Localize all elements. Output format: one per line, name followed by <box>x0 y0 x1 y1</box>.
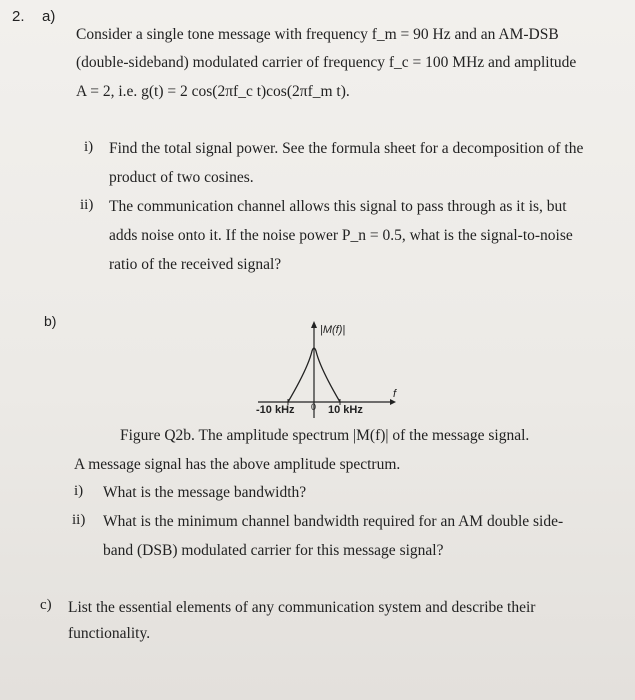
question-number: 2. <box>12 8 25 25</box>
part-b-ii-label: ii) <box>72 512 86 528</box>
part-a-i-line-2: product of two cosines. <box>109 169 254 186</box>
part-a-i-line-1: Find the total signal power. See the formula sheet for a decomposition of the <box>109 140 584 157</box>
part-b-intro: A message signal has the above amplitude spectrum. <box>74 456 401 473</box>
part-c-label: c) <box>40 597 52 613</box>
part-a-i-label: i) <box>84 139 94 155</box>
tick-label-right: 10 kHz <box>328 404 363 416</box>
part-a-line-3: A = 2, i.e. g(t) = 2 cos(2πf_c t)cos(2πf_m t). <box>76 83 350 100</box>
part-a-ii-line-1: The communication channel allows this signal to pass through as it is, but <box>109 198 567 215</box>
part-b-ii-line-1: What is the minimum channel bandwidth required for an AM double side- <box>103 513 564 530</box>
x-axis-label: f <box>393 388 397 400</box>
part-a-label: a) <box>42 8 56 25</box>
part-b-i-text: What is the message bandwidth? <box>103 484 307 501</box>
y-axis-arrow <box>311 321 317 328</box>
figure-caption: Figure Q2b. The amplitude spectrum |M(f)| of the message signal. <box>120 427 530 444</box>
part-c-line-1: List the essential elements of any communication system and describe their <box>68 599 536 616</box>
part-b-i-label: i) <box>74 483 84 499</box>
part-b-ii-line-2: band (DSB) modulated carrier for this message signal? <box>103 542 444 559</box>
tick-label-left: -10 kHz <box>256 404 295 416</box>
part-a-ii-label: ii) <box>80 197 94 213</box>
y-axis-label: |M(f)| <box>320 324 346 336</box>
part-a-ii-line-3: ratio of the received signal? <box>109 256 282 273</box>
part-a-ii-line-2: adds noise onto it. If the noise power P_n = 0.5, what is the signal-to-noise <box>109 227 573 244</box>
part-b-label: b) <box>44 313 57 329</box>
part-a-line-2: (double-sideband) modulated carrier of frequency f_c = 100 MHz and amplitude <box>76 54 577 71</box>
spectrum-figure <box>250 318 400 428</box>
part-c-line-2: functionality. <box>68 625 151 642</box>
part-a-line-1: Consider a single tone message with frequency f_m = 90 Hz and an AM-DSB <box>76 26 559 43</box>
tick-label-zero: 0 <box>311 402 317 412</box>
